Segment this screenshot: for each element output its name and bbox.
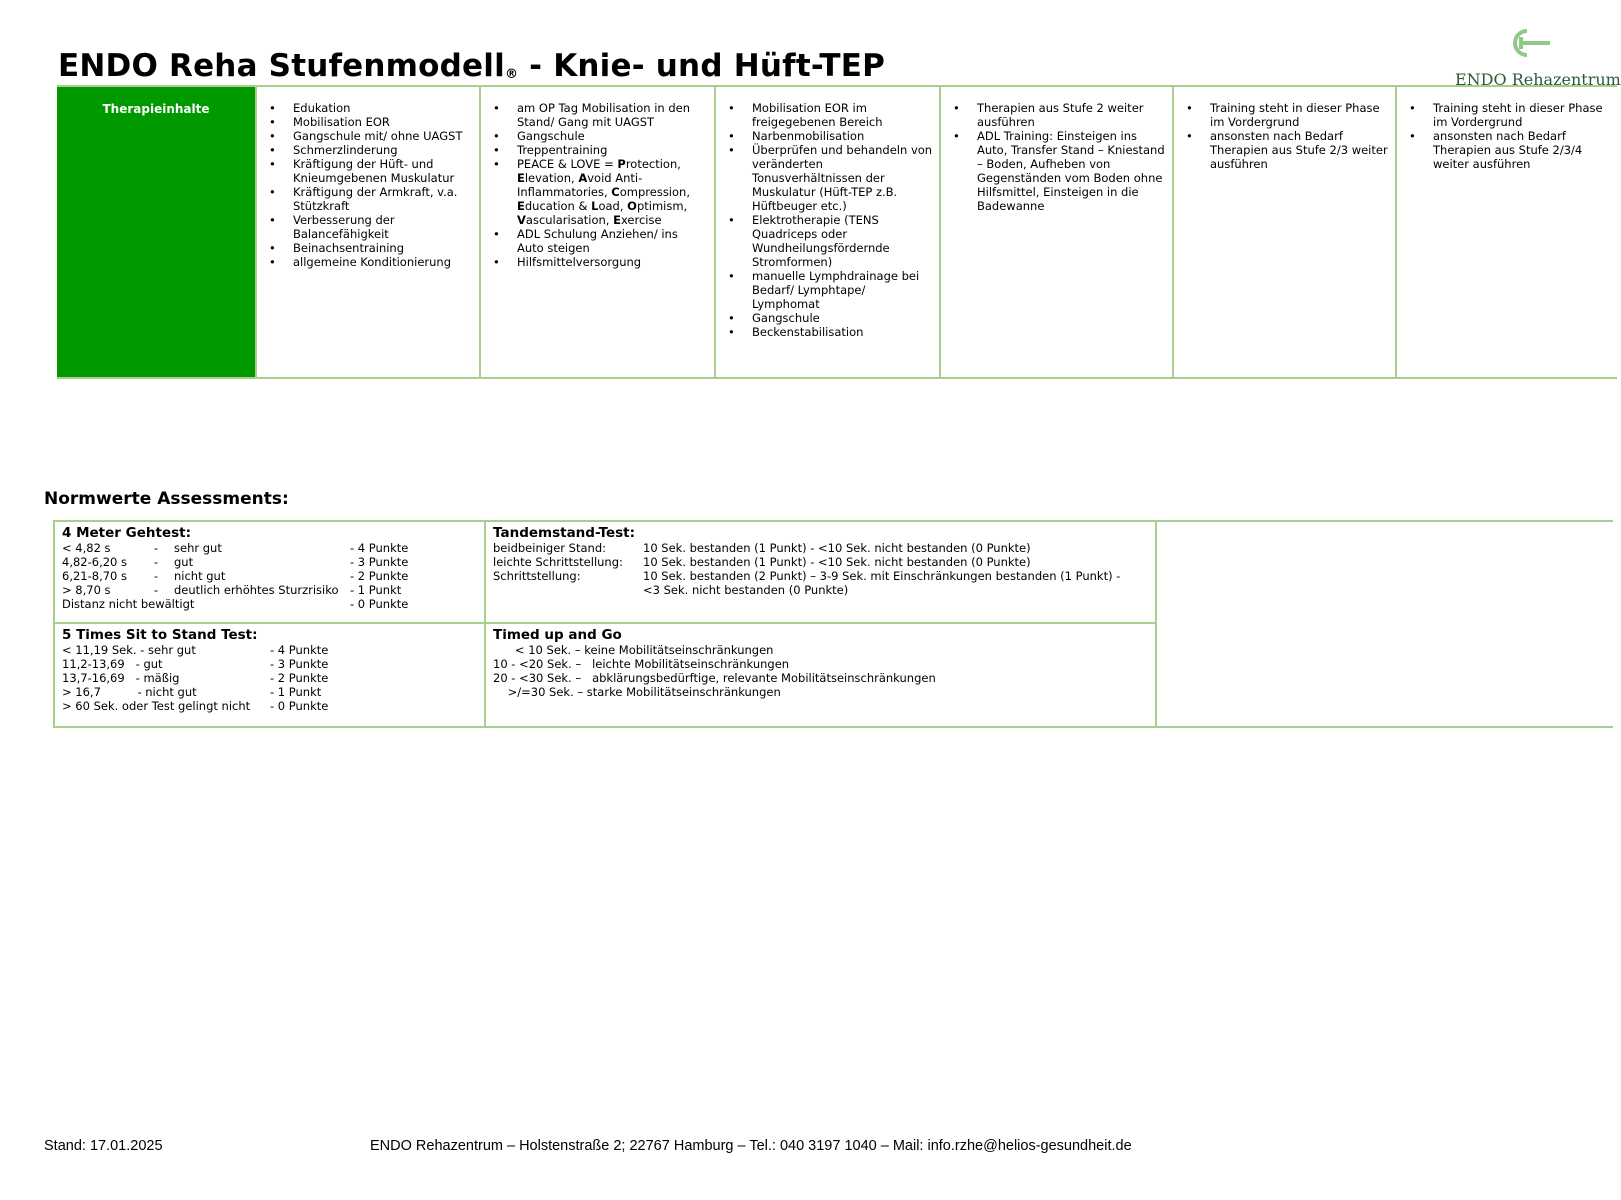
tug-value: 20 - <30 Sek. – abklärungsbedürftige, relevante Mobilitätseinschränkungen [493, 671, 936, 685]
table-row [493, 657, 1148, 671]
points-value: - 0 Punkte [270, 699, 329, 713]
result-value: 10 Sek. bestanden (1 Punkt) - <10 Sek. nicht bestanden (0 Punkte) [643, 555, 1031, 569]
therapy-item: • Kräftigung der Hüft- und Knieumgebenen Muskulatur [293, 157, 473, 185]
therapy-column-4 [939, 87, 1172, 377]
dash: - [154, 541, 159, 555]
table-row [62, 541, 477, 555]
therapy-item: • Edukation [293, 101, 473, 115]
footer-address: ENDO Rehazentrum – Holstenstraße 2; 22767 Hamburg – Tel.: 040 3197 1040 – Mail: info.rzhe@helios-gesundheit.de [370, 1138, 1132, 1154]
rating-label: sehr gut [174, 541, 222, 555]
table-row [493, 671, 1148, 685]
therapy-item: • Therapien aus Stufe 2 weiter ausführen [977, 101, 1166, 129]
points-value: - 4 Punkte [270, 643, 329, 657]
title-main: ENDO Reha Stufenmodell [58, 48, 505, 84]
therapy-item: • Gangschule mit/ ohne UAGST [293, 129, 473, 143]
result-value: <3 Sek. nicht bestanden (0 Punkte) [643, 583, 849, 597]
therapy-header: Therapieinhalte [57, 87, 255, 377]
points-value: - 1 Punkt [350, 583, 402, 597]
dash: - [154, 569, 159, 583]
therapy-item: • allgemeine Konditionierung [293, 255, 473, 269]
therapy-item: • Training steht in dieser Phase im Vordergrund [1433, 101, 1611, 129]
tandem-cell [486, 522, 1155, 622]
therapy-item: • Mobilisation EOR im freigegebenen Bereich [752, 101, 933, 129]
therapy-item: • Verbesserung der Balancefähigkeit [293, 213, 473, 241]
therapy-item: • Beinachsentraining [293, 241, 473, 255]
therapy-item: • Kräftigung der Armkraft, v.a. Stützkraft [293, 185, 473, 213]
points-value: - 1 Punkt [270, 685, 322, 699]
range-value: 6,21-8,70 s [62, 569, 128, 583]
therapy-item: • Beckenstabilisation [752, 325, 933, 339]
table-row [62, 657, 477, 671]
range-value: 11,2-13,69 - gut [62, 657, 163, 671]
therapy-item: • Gangschule [517, 129, 708, 143]
points-value: - 4 Punkte [350, 541, 409, 555]
therapy-item: • Schmerzlinderung [293, 143, 473, 157]
table-row [62, 583, 477, 597]
therapy-table [57, 85, 1617, 379]
table-row [62, 555, 477, 569]
points-value: - 0 Punkte [350, 597, 409, 611]
table-row [62, 699, 477, 713]
therapy-item: • am OP Tag Mobilisation in den Stand/ Gang mit UAGST [517, 101, 708, 129]
tug-cell [486, 624, 1155, 728]
range-value: < 4,82 s [62, 541, 111, 555]
range-value: 4,82-6,20 s [62, 555, 128, 569]
therapy-item: • Hilfsmittelversorgung [517, 255, 708, 269]
dash: - [154, 583, 159, 597]
page-title [58, 48, 885, 84]
therapy-column-3 [714, 87, 939, 377]
therapy-item: • Mobilisation EOR [293, 115, 473, 129]
tug-value: >/=30 Sek. – starke Mobilitätseinschränkungen [493, 685, 781, 699]
therapy-item: • manuelle Lymphdrainage bei Bedarf/ Lymphtape/ Lymphomat [752, 269, 933, 311]
sitstand-cell [55, 624, 484, 728]
range-value: Distanz nicht bewältigt [62, 597, 195, 611]
tug-value: < 10 Sek. – keine Mobilitätseinschränkungen [493, 643, 774, 657]
table-row [62, 643, 477, 657]
endo-logo [1450, 26, 1621, 89]
therapy-item: • ansonsten nach Bedarf Therapien aus Stufe 2/3/4 weiter ausführen [1433, 129, 1611, 171]
table-row [62, 671, 477, 685]
therapy-column-2 [479, 87, 714, 377]
table-row [62, 569, 477, 583]
therapy-item: • ansonsten nach Bedarf Therapien aus Stufe 2/3 weiter ausführen [1210, 129, 1389, 171]
stand-label: beidbeiniger Stand: [493, 541, 607, 555]
therapy-item: • Treppentraining [517, 143, 708, 157]
therapy-item: • Narbenmobilisation [752, 129, 933, 143]
range-value: > 60 Sek. oder Test gelingt nicht [62, 699, 251, 713]
therapy-column-5 [1172, 87, 1395, 377]
result-value: 10 Sek. bestanden (1 Punkt) - <10 Sek. nicht bestanden (0 Punkte) [643, 541, 1031, 555]
therapy-item: • ADL Training: Einsteigen ins Auto, Transfer Stand – Kniestand – Boden, Aufheben von Gegenständen vom Boden ohne Hilfsmittel, Einsteigen in die Badewanne [977, 129, 1166, 213]
sitstand-title: 5 Times Sit to Stand Test: [62, 627, 258, 643]
assessments-title: Normwerte Assessments: [44, 489, 289, 509]
tug-title: Timed up and Go [493, 627, 622, 643]
table-row [493, 643, 1148, 657]
assessment-table [53, 520, 1613, 728]
table-row [493, 541, 1148, 555]
table-row [493, 685, 1148, 699]
points-value: - 2 Punkte [270, 671, 329, 685]
table-row [493, 583, 1148, 597]
therapy-item: • Training steht in dieser Phase im Vordergrund [1210, 101, 1389, 129]
title-subtitle: - Knie- und Hüft-TEP [518, 48, 885, 84]
rating-label: gut [174, 555, 194, 569]
range-value: > 16,7 - nicht gut [62, 685, 197, 699]
rating-label: deutlich erhöhtes Sturzrisiko [174, 583, 339, 597]
divider [1155, 522, 1157, 726]
gehtest-cell [55, 522, 484, 622]
therapy-item: • ADL Schulung Anziehen/ ins Auto steigen [517, 227, 708, 255]
footer-date: Stand: 17.01.2025 [44, 1138, 163, 1154]
table-row [493, 569, 1148, 583]
points-value: - 3 Punkte [350, 555, 409, 569]
logo-text: ENDO Rehazentrum [1455, 70, 1621, 89]
range-value: > 8,70 s [62, 583, 111, 597]
key-logo-icon [1508, 26, 1552, 60]
points-value: - 3 Punkte [270, 657, 329, 671]
table-row [493, 555, 1148, 569]
range-value: 13,7-16,69 - mäßig [62, 671, 180, 685]
therapy-item: • Gangschule [752, 311, 933, 325]
gehtest-title: 4 Meter Gehtest: [62, 525, 191, 541]
dash: - [154, 555, 159, 569]
therapy-item: • Überprüfen und behandeln von veränderten Tonusverhältnissen der Muskulatur (Hüft-TEP z.B. Hüftbeuger etc.) [752, 143, 933, 213]
result-value: 10 Sek. bestanden (2 Punkt) – 3-9 Sek. mit Einschränkungen bestanden (1 Punkt) - [643, 569, 1121, 583]
range-value: < 11,19 Sek. - sehr gut [62, 643, 196, 657]
therapy-column-1 [255, 87, 479, 377]
points-value: - 2 Punkte [350, 569, 409, 583]
tandem-title: Tandemstand-Test: [493, 525, 636, 541]
therapy-column-6 [1395, 87, 1617, 377]
table-row [62, 597, 477, 611]
stand-label: Schrittstellung: [493, 569, 581, 583]
table-row [62, 685, 477, 699]
stand-label: leichte Schrittstellung: [493, 555, 623, 569]
therapy-item: • PEACE & LOVE = Protection, Elevation, Avoid Anti-Inflammatories, Compression, Education & Load, Optimism, Vascularisation, Exercise [517, 157, 708, 227]
registered-mark: ® [504, 67, 519, 82]
therapy-item: • Elektrotherapie (TENS Quadriceps oder Wundheilungsfördernde Stromformen) [752, 213, 933, 269]
tug-value: 10 - <20 Sek. – leichte Mobilitätseinschränkungen [493, 657, 790, 671]
rating-label: nicht gut [174, 569, 226, 583]
